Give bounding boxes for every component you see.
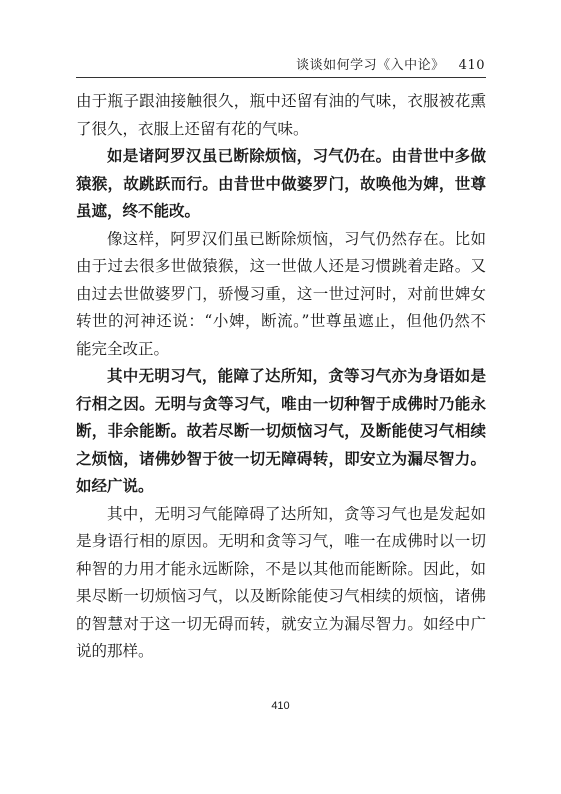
root-text-paragraph-2: 其中无明习气，能障了达所知，贪等习气亦为身语如是行相之因。无明与贪等习气，唯由一切种智于成佛时乃能永断，非余能断。故若尽断一切烦恼习气，及断能使习气相续之烦恼，诸佛妙智于彼一切无障碍转，即安立为漏尽智力。如经广说。 [76,367,486,495]
paragraph-2: 像这样，阿罗汉们虽已断除烦恼，习气仍然存在。比如由于过去很多世做猿猴，这一世做人还是习惯跳着走路。又由过去世做婆罗门，骄慢习重，这一世过河时，对前世婢女转世的河神还说：“小婢，断流。”世尊虽遮止，但他仍然不能完全改正。 [76,229,486,358]
paragraph-3: 其中，无明习气能障碍了达所知，贪等习气也是发起如是身语行相的原因。无明和贪等习气，唯一在成佛时以一切种智的力用才能永远断除，不是以其他而能断除。因此，如果尽断一切烦恼习气，以及断除能使习气相续的烦恼，诸佛的智慧对于这一切无碍而转，就安立为漏尽智力。如经中广说的那样。 [76,504,486,660]
page-body [76,88,486,666]
root-text-paragraph-1: 如是诸阿罗汉虽已断除烦恼，习气仍在。由昔世中多做猿猴，故跳跃而行。由昔世中做婆罗门，故唤他为婢，世尊虽遮，终不能改。 [76,147,486,220]
running-header [296,54,485,73]
paragraph-1: 由于瓶子跟油接触很久，瓶中还留有油的气味，衣服被花熏了很久，衣服上还留有花的气味。 [76,92,486,138]
footer-page-number: 410 [271,700,290,712]
header-rule [76,77,486,78]
header-page-number: 410 [458,58,485,73]
book-title: 谈谈如何学习《入中论》 [296,58,445,73]
